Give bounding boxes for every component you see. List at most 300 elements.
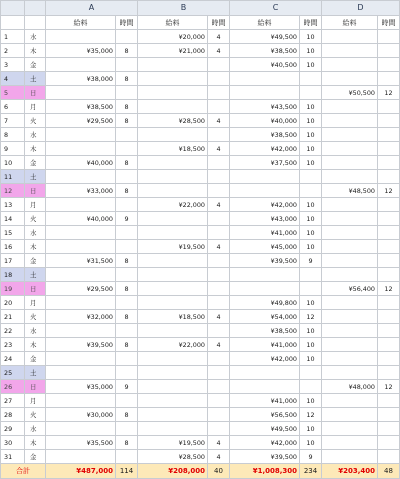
weekday-cell[interactable]: 水 xyxy=(25,422,46,436)
pay-cell-b[interactable] xyxy=(138,156,208,170)
pay-header-a[interactable]: 給料 xyxy=(46,16,116,30)
pay-cell-b[interactable] xyxy=(138,324,208,338)
hours-cell-c[interactable]: 10 xyxy=(300,212,322,226)
hours-header-b[interactable]: 時間 xyxy=(208,16,230,30)
pay-cell-b[interactable] xyxy=(138,170,208,184)
weekday-cell[interactable]: 木 xyxy=(25,142,46,156)
pay-cell-c[interactable]: ¥49,800 xyxy=(230,296,300,310)
hours-cell-b[interactable]: 4 xyxy=(208,240,230,254)
column-header-d[interactable]: D xyxy=(322,1,400,16)
pay-cell-c[interactable]: ¥39,500 xyxy=(230,450,300,464)
pay-cell-d[interactable] xyxy=(322,30,378,44)
hours-cell-c[interactable]: 10 xyxy=(300,338,322,352)
hours-cell-b[interactable] xyxy=(208,296,230,310)
total-hours-b[interactable]: 40 xyxy=(208,464,230,479)
pay-cell-c[interactable] xyxy=(230,380,300,394)
hours-cell-a[interactable] xyxy=(116,58,138,72)
hours-cell-b[interactable] xyxy=(208,282,230,296)
hours-cell-a[interactable] xyxy=(116,226,138,240)
weekday-cell[interactable]: 金 xyxy=(25,254,46,268)
pay-cell-c[interactable]: ¥38,500 xyxy=(230,324,300,338)
pay-cell-d[interactable] xyxy=(322,366,378,380)
hours-cell-d[interactable] xyxy=(378,114,400,128)
weekday-cell[interactable]: 金 xyxy=(25,58,46,72)
pay-cell-d[interactable] xyxy=(322,142,378,156)
hours-cell-b[interactable] xyxy=(208,170,230,184)
pay-cell-b[interactable] xyxy=(138,380,208,394)
pay-cell-a[interactable] xyxy=(46,226,116,240)
hours-cell-b[interactable] xyxy=(208,184,230,198)
pay-cell-b[interactable] xyxy=(138,408,208,422)
pay-cell-d[interactable] xyxy=(322,450,378,464)
pay-cell-b[interactable]: ¥18,500 xyxy=(138,142,208,156)
cell[interactable] xyxy=(25,16,46,30)
pay-cell-d[interactable] xyxy=(322,212,378,226)
day-cell[interactable]: 26 xyxy=(1,380,25,394)
total-hours-d[interactable]: 48 xyxy=(378,464,400,479)
hours-cell-a[interactable]: 8 xyxy=(116,72,138,86)
hours-cell-a[interactable] xyxy=(116,240,138,254)
pay-cell-b[interactable] xyxy=(138,100,208,114)
hours-cell-b[interactable] xyxy=(208,422,230,436)
weekday-cell[interactable]: 火 xyxy=(25,310,46,324)
hours-cell-a[interactable]: 8 xyxy=(116,44,138,58)
pay-cell-d[interactable]: ¥48,000 xyxy=(322,380,378,394)
pay-cell-d[interactable] xyxy=(322,170,378,184)
pay-cell-b[interactable] xyxy=(138,128,208,142)
pay-cell-c[interactable]: ¥42,000 xyxy=(230,142,300,156)
column-header-c[interactable]: C xyxy=(230,1,322,16)
weekday-cell[interactable]: 金 xyxy=(25,450,46,464)
hours-cell-b[interactable] xyxy=(208,72,230,86)
weekday-cell[interactable]: 土 xyxy=(25,366,46,380)
pay-cell-b[interactable]: ¥19,500 xyxy=(138,436,208,450)
pay-header-d[interactable]: 給料 xyxy=(322,16,378,30)
hours-cell-a[interactable] xyxy=(116,422,138,436)
day-cell[interactable]: 5 xyxy=(1,86,25,100)
hours-cell-c[interactable]: 10 xyxy=(300,436,322,450)
pay-cell-a[interactable]: ¥35,000 xyxy=(46,380,116,394)
hours-cell-a[interactable] xyxy=(116,352,138,366)
hours-cell-a[interactable] xyxy=(116,296,138,310)
pay-cell-d[interactable] xyxy=(322,226,378,240)
pay-cell-c[interactable] xyxy=(230,282,300,296)
pay-cell-d[interactable]: ¥48,500 xyxy=(322,184,378,198)
hours-cell-b[interactable] xyxy=(208,58,230,72)
hours-cell-d[interactable] xyxy=(378,338,400,352)
pay-cell-d[interactable] xyxy=(322,352,378,366)
hours-cell-c[interactable]: 10 xyxy=(300,30,322,44)
pay-cell-b[interactable] xyxy=(138,352,208,366)
pay-cell-c[interactable]: ¥42,000 xyxy=(230,352,300,366)
total-pay-d[interactable]: ¥203,400 xyxy=(322,464,378,479)
day-cell[interactable]: 29 xyxy=(1,422,25,436)
pay-cell-c[interactable]: ¥41,000 xyxy=(230,338,300,352)
day-cell[interactable]: 1 xyxy=(1,30,25,44)
weekday-cell[interactable]: 木 xyxy=(25,44,46,58)
pay-cell-b[interactable] xyxy=(138,58,208,72)
hours-cell-c[interactable]: 10 xyxy=(300,198,322,212)
hours-cell-a[interactable]: 8 xyxy=(116,100,138,114)
pay-cell-a[interactable] xyxy=(46,198,116,212)
hours-cell-d[interactable] xyxy=(378,268,400,282)
hours-cell-b[interactable]: 4 xyxy=(208,44,230,58)
pay-cell-a[interactable]: ¥35,000 xyxy=(46,44,116,58)
pay-cell-c[interactable] xyxy=(230,268,300,282)
pay-cell-b[interactable]: ¥18,500 xyxy=(138,310,208,324)
pay-cell-b[interactable] xyxy=(138,296,208,310)
pay-cell-a[interactable]: ¥39,500 xyxy=(46,338,116,352)
pay-cell-d[interactable] xyxy=(322,72,378,86)
day-cell[interactable]: 21 xyxy=(1,310,25,324)
weekday-cell[interactable]: 日 xyxy=(25,380,46,394)
hours-cell-b[interactable]: 4 xyxy=(208,142,230,156)
hours-cell-a[interactable]: 8 xyxy=(116,408,138,422)
day-cell[interactable]: 20 xyxy=(1,296,25,310)
hours-cell-b[interactable]: 4 xyxy=(208,338,230,352)
hours-cell-a[interactable] xyxy=(116,30,138,44)
pay-header-b[interactable]: 給料 xyxy=(138,16,208,30)
pay-cell-b[interactable] xyxy=(138,282,208,296)
weekday-cell[interactable]: 日 xyxy=(25,184,46,198)
pay-cell-a[interactable]: ¥33,000 xyxy=(46,184,116,198)
pay-cell-a[interactable] xyxy=(46,240,116,254)
hours-cell-d[interactable] xyxy=(378,422,400,436)
pay-cell-d[interactable] xyxy=(322,58,378,72)
pay-cell-a[interactable]: ¥29,500 xyxy=(46,114,116,128)
pay-cell-a[interactable]: ¥40,000 xyxy=(46,156,116,170)
pay-cell-b[interactable] xyxy=(138,268,208,282)
hours-cell-a[interactable]: 8 xyxy=(116,436,138,450)
hours-cell-d[interactable] xyxy=(378,58,400,72)
pay-cell-c[interactable] xyxy=(230,184,300,198)
pay-cell-b[interactable] xyxy=(138,184,208,198)
hours-cell-a[interactable] xyxy=(116,324,138,338)
weekday-cell[interactable]: 火 xyxy=(25,114,46,128)
weekday-cell[interactable]: 水 xyxy=(25,324,46,338)
hours-cell-d[interactable] xyxy=(378,408,400,422)
pay-cell-d[interactable] xyxy=(322,324,378,338)
hours-cell-a[interactable]: 8 xyxy=(116,338,138,352)
hours-cell-a[interactable] xyxy=(116,394,138,408)
pay-cell-a[interactable] xyxy=(46,30,116,44)
pay-cell-b[interactable] xyxy=(138,422,208,436)
hours-cell-d[interactable] xyxy=(378,394,400,408)
day-cell[interactable]: 22 xyxy=(1,324,25,338)
hours-cell-a[interactable]: 8 xyxy=(116,282,138,296)
pay-cell-c[interactable]: ¥49,500 xyxy=(230,30,300,44)
pay-cell-d[interactable] xyxy=(322,254,378,268)
cell[interactable] xyxy=(1,16,25,30)
pay-cell-b[interactable]: ¥22,000 xyxy=(138,198,208,212)
pay-cell-a[interactable] xyxy=(46,352,116,366)
pay-cell-a[interactable] xyxy=(46,170,116,184)
hours-cell-a[interactable]: 9 xyxy=(116,212,138,226)
hours-cell-d[interactable] xyxy=(378,324,400,338)
pay-cell-c[interactable]: ¥40,000 xyxy=(230,114,300,128)
weekday-cell[interactable]: 木 xyxy=(25,436,46,450)
hours-cell-c[interactable]: 9 xyxy=(300,254,322,268)
hours-cell-c[interactable]: 10 xyxy=(300,128,322,142)
hours-cell-c[interactable]: 12 xyxy=(300,310,322,324)
hours-cell-c[interactable]: 10 xyxy=(300,394,322,408)
weekday-cell[interactable]: 木 xyxy=(25,338,46,352)
weekday-cell[interactable]: 金 xyxy=(25,156,46,170)
hours-cell-c[interactable] xyxy=(300,72,322,86)
hours-cell-d[interactable] xyxy=(378,30,400,44)
pay-cell-c[interactable]: ¥39,500 xyxy=(230,254,300,268)
weekday-column-header[interactable] xyxy=(25,1,46,16)
hours-cell-b[interactable] xyxy=(208,394,230,408)
day-cell[interactable]: 8 xyxy=(1,128,25,142)
pay-cell-c[interactable]: ¥41,000 xyxy=(230,394,300,408)
pay-cell-a[interactable]: ¥30,000 xyxy=(46,408,116,422)
day-cell[interactable]: 9 xyxy=(1,142,25,156)
hours-cell-d[interactable]: 12 xyxy=(378,86,400,100)
pay-cell-d[interactable] xyxy=(322,240,378,254)
pay-cell-c[interactable] xyxy=(230,366,300,380)
pay-cell-d[interactable] xyxy=(322,338,378,352)
pay-cell-d[interactable] xyxy=(322,156,378,170)
hours-cell-d[interactable] xyxy=(378,366,400,380)
weekday-cell[interactable]: 土 xyxy=(25,268,46,282)
hours-cell-d[interactable] xyxy=(378,352,400,366)
column-header-a[interactable]: A xyxy=(46,1,138,16)
hours-cell-b[interactable] xyxy=(208,268,230,282)
hours-cell-d[interactable] xyxy=(378,450,400,464)
day-cell[interactable]: 4 xyxy=(1,72,25,86)
pay-cell-b[interactable]: ¥21,000 xyxy=(138,44,208,58)
hours-cell-c[interactable] xyxy=(300,184,322,198)
pay-cell-d[interactable] xyxy=(322,296,378,310)
pay-cell-c[interactable]: ¥42,000 xyxy=(230,198,300,212)
hours-cell-c[interactable] xyxy=(300,380,322,394)
pay-cell-d[interactable] xyxy=(322,436,378,450)
pay-cell-c[interactable]: ¥38,500 xyxy=(230,128,300,142)
hours-cell-d[interactable]: 12 xyxy=(378,184,400,198)
pay-cell-b[interactable] xyxy=(138,86,208,100)
day-cell[interactable]: 28 xyxy=(1,408,25,422)
pay-cell-b[interactable] xyxy=(138,254,208,268)
hours-cell-d[interactable] xyxy=(378,44,400,58)
pay-cell-c[interactable]: ¥54,000 xyxy=(230,310,300,324)
day-cell[interactable]: 14 xyxy=(1,212,25,226)
hours-cell-b[interactable]: 4 xyxy=(208,310,230,324)
hours-cell-d[interactable] xyxy=(378,436,400,450)
weekday-cell[interactable]: 木 xyxy=(25,240,46,254)
day-cell[interactable]: 27 xyxy=(1,394,25,408)
pay-cell-d[interactable] xyxy=(322,408,378,422)
hours-cell-d[interactable] xyxy=(378,142,400,156)
hours-cell-c[interactable] xyxy=(300,86,322,100)
hours-cell-c[interactable]: 9 xyxy=(300,450,322,464)
pay-cell-c[interactable]: ¥40,500 xyxy=(230,58,300,72)
hours-cell-a[interactable]: 8 xyxy=(116,114,138,128)
weekday-cell[interactable]: 月 xyxy=(25,394,46,408)
day-cell[interactable]: 25 xyxy=(1,366,25,380)
hours-cell-c[interactable]: 10 xyxy=(300,156,322,170)
hours-cell-b[interactable] xyxy=(208,352,230,366)
day-cell[interactable]: 6 xyxy=(1,100,25,114)
day-cell[interactable]: 15 xyxy=(1,226,25,240)
day-cell[interactable]: 12 xyxy=(1,184,25,198)
day-cell[interactable]: 2 xyxy=(1,44,25,58)
column-header-b[interactable]: B xyxy=(138,1,230,16)
weekday-cell[interactable]: 水 xyxy=(25,226,46,240)
hours-cell-c[interactable]: 10 xyxy=(300,324,322,338)
hours-cell-c[interactable] xyxy=(300,366,322,380)
pay-cell-b[interactable] xyxy=(138,226,208,240)
pay-cell-d[interactable]: ¥50,500 xyxy=(322,86,378,100)
hours-cell-c[interactable]: 10 xyxy=(300,114,322,128)
hours-cell-d[interactable] xyxy=(378,296,400,310)
day-cell[interactable]: 16 xyxy=(1,240,25,254)
day-cell[interactable]: 13 xyxy=(1,198,25,212)
weekday-cell[interactable]: 土 xyxy=(25,170,46,184)
pay-cell-b[interactable] xyxy=(138,212,208,226)
hours-cell-c[interactable]: 10 xyxy=(300,44,322,58)
hours-cell-a[interactable]: 8 xyxy=(116,310,138,324)
pay-cell-a[interactable]: ¥32,000 xyxy=(46,310,116,324)
corner-cell[interactable] xyxy=(1,1,25,16)
hours-cell-d[interactable] xyxy=(378,198,400,212)
hours-cell-c[interactable]: 10 xyxy=(300,296,322,310)
day-cell[interactable]: 3 xyxy=(1,58,25,72)
pay-cell-c[interactable]: ¥43,500 xyxy=(230,100,300,114)
hours-cell-b[interactable] xyxy=(208,128,230,142)
total-hours-c[interactable]: 234 xyxy=(300,464,322,479)
pay-cell-d[interactable] xyxy=(322,268,378,282)
hours-cell-b[interactable]: 4 xyxy=(208,436,230,450)
day-cell[interactable]: 30 xyxy=(1,436,25,450)
hours-cell-a[interactable] xyxy=(116,450,138,464)
total-label[interactable]: 合計 xyxy=(1,464,46,479)
pay-cell-c[interactable]: ¥45,000 xyxy=(230,240,300,254)
hours-cell-a[interactable] xyxy=(116,86,138,100)
hours-cell-c[interactable] xyxy=(300,170,322,184)
hours-cell-a[interactable]: 8 xyxy=(116,254,138,268)
hours-cell-a[interactable] xyxy=(116,198,138,212)
hours-cell-d[interactable] xyxy=(378,170,400,184)
hours-cell-b[interactable]: 4 xyxy=(208,450,230,464)
hours-cell-c[interactable]: 10 xyxy=(300,100,322,114)
pay-cell-b[interactable]: ¥28,500 xyxy=(138,114,208,128)
hours-cell-d[interactable] xyxy=(378,156,400,170)
weekday-cell[interactable]: 火 xyxy=(25,408,46,422)
pay-cell-d[interactable] xyxy=(322,394,378,408)
day-cell[interactable]: 24 xyxy=(1,352,25,366)
pay-cell-b[interactable]: ¥28,500 xyxy=(138,450,208,464)
day-cell[interactable]: 11 xyxy=(1,170,25,184)
hours-cell-c[interactable]: 12 xyxy=(300,408,322,422)
pay-cell-b[interactable]: ¥22,000 xyxy=(138,338,208,352)
pay-cell-a[interactable]: ¥40,000 xyxy=(46,212,116,226)
hours-cell-a[interactable]: 9 xyxy=(116,380,138,394)
weekday-cell[interactable]: 水 xyxy=(25,128,46,142)
pay-cell-d[interactable] xyxy=(322,198,378,212)
pay-cell-c[interactable]: ¥56,500 xyxy=(230,408,300,422)
weekday-cell[interactable]: 火 xyxy=(25,212,46,226)
day-cell[interactable]: 31 xyxy=(1,450,25,464)
hours-cell-d[interactable] xyxy=(378,310,400,324)
hours-cell-a[interactable]: 8 xyxy=(116,184,138,198)
pay-cell-c[interactable] xyxy=(230,86,300,100)
pay-cell-b[interactable]: ¥20,000 xyxy=(138,30,208,44)
pay-cell-c[interactable] xyxy=(230,170,300,184)
hours-cell-b[interactable]: 4 xyxy=(208,30,230,44)
pay-cell-d[interactable] xyxy=(322,114,378,128)
hours-cell-b[interactable]: 4 xyxy=(208,198,230,212)
hours-cell-b[interactable] xyxy=(208,380,230,394)
pay-cell-a[interactable] xyxy=(46,268,116,282)
hours-cell-d[interactable] xyxy=(378,100,400,114)
hours-header-d[interactable]: 時間 xyxy=(378,16,400,30)
pay-cell-d[interactable] xyxy=(322,310,378,324)
pay-cell-a[interactable]: ¥29,500 xyxy=(46,282,116,296)
hours-cell-d[interactable] xyxy=(378,212,400,226)
total-pay-a[interactable]: ¥487,000 xyxy=(46,464,116,479)
pay-cell-d[interactable] xyxy=(322,100,378,114)
hours-cell-b[interactable] xyxy=(208,156,230,170)
pay-cell-a[interactable] xyxy=(46,450,116,464)
hours-cell-a[interactable]: 8 xyxy=(116,156,138,170)
hours-cell-a[interactable] xyxy=(116,170,138,184)
hours-cell-a[interactable] xyxy=(116,366,138,380)
hours-cell-a[interactable] xyxy=(116,142,138,156)
pay-cell-a[interactable]: ¥35,500 xyxy=(46,436,116,450)
hours-cell-b[interactable] xyxy=(208,100,230,114)
pay-cell-b[interactable] xyxy=(138,394,208,408)
hours-cell-b[interactable] xyxy=(208,366,230,380)
hours-cell-d[interactable] xyxy=(378,72,400,86)
hours-cell-d[interactable] xyxy=(378,128,400,142)
pay-cell-a[interactable]: ¥31,500 xyxy=(46,254,116,268)
hours-cell-d[interactable] xyxy=(378,226,400,240)
pay-cell-a[interactable] xyxy=(46,366,116,380)
pay-cell-d[interactable] xyxy=(322,44,378,58)
hours-cell-b[interactable] xyxy=(208,324,230,338)
total-pay-c[interactable]: ¥1,008,300 xyxy=(230,464,300,479)
hours-cell-b[interactable]: 4 xyxy=(208,114,230,128)
total-hours-a[interactable]: 114 xyxy=(116,464,138,479)
hours-cell-c[interactable]: 10 xyxy=(300,142,322,156)
pay-cell-c[interactable]: ¥38,500 xyxy=(230,44,300,58)
pay-cell-a[interactable] xyxy=(46,296,116,310)
pay-cell-b[interactable]: ¥19,500 xyxy=(138,240,208,254)
hours-cell-c[interactable] xyxy=(300,282,322,296)
pay-cell-c[interactable]: ¥49,500 xyxy=(230,422,300,436)
weekday-cell[interactable]: 月 xyxy=(25,100,46,114)
hours-header-c[interactable]: 時間 xyxy=(300,16,322,30)
weekday-cell[interactable]: 日 xyxy=(25,282,46,296)
hours-cell-b[interactable] xyxy=(208,86,230,100)
pay-header-c[interactable]: 給料 xyxy=(230,16,300,30)
pay-cell-c[interactable]: ¥42,000 xyxy=(230,436,300,450)
day-cell[interactable]: 18 xyxy=(1,268,25,282)
hours-cell-c[interactable] xyxy=(300,268,322,282)
pay-cell-a[interactable] xyxy=(46,142,116,156)
hours-cell-d[interactable]: 12 xyxy=(378,282,400,296)
pay-cell-b[interactable] xyxy=(138,366,208,380)
hours-cell-b[interactable] xyxy=(208,408,230,422)
hours-cell-c[interactable]: 10 xyxy=(300,58,322,72)
pay-cell-c[interactable]: ¥37,500 xyxy=(230,156,300,170)
pay-cell-a[interactable] xyxy=(46,324,116,338)
pay-cell-a[interactable] xyxy=(46,58,116,72)
hours-cell-d[interactable]: 12 xyxy=(378,380,400,394)
weekday-cell[interactable]: 金 xyxy=(25,352,46,366)
pay-cell-d[interactable]: ¥56,400 xyxy=(322,282,378,296)
